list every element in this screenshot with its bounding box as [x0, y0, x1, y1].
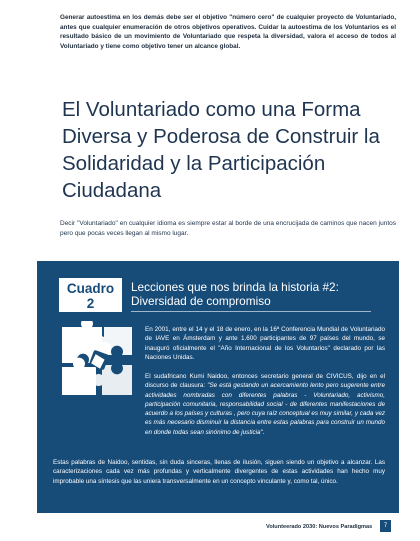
box-paragraph-2 [145, 372, 385, 437]
box-paragraph-1: En 2001, entre el 14 y el 18 de enero, en la 16ª Conferencia Mundial de Voluntariado de IAVE en Ámsterdam y ante 1.600 participantes de 97 países del mundo, se inauguró oficialmente el "Año Internacional de los Voluntarios" declarado por las Naciones Unidas. [145, 326, 385, 361]
lead-paragraph: Decir "Voluntariado" en cualquier idioma es siempre estar al borde de una encrucijada de caminos que nacen juntos pero que pocas veces llegan al mismo lugar. [60, 220, 396, 237]
box-title-line1: Lecciones que nos brinda la historia #2: [131, 280, 339, 294]
intro-paragraph: Generar autoestima en los demás debe ser el objetivo "número cero" de cualquier proyecto de Voluntariado, antes que cualquier enumeración de otros objetivos operativos. Cuidar la autoestima de los Voluntarios es el resultado básico de un movimiento de Voluntariado que respeta la diversidad, valora el acceso de todos al Voluntariado y tiene como objetivo tener un alcance global. [60, 14, 396, 50]
footer-text: Volunteerado 2030: Nuevos Paradigmas [266, 524, 373, 530]
p2-quote: "Se está gestando un acercamiento lento pero sugerente entre actividades nombradas con diferentes palabras - Voluntariado, activismo, participación comunitaria, responsabilidad social - de diferentes manifestaciones de acuerdo a los países y culturas , pero cuya raíz conceptual es muy similar, y cada vez es más necesario disminuir la distancia entre estas palabras para construir un mundo en donde todas sean sinónimo de justicia". [145, 382, 385, 436]
section-title: El Voluntariado como una Forma Diversa y Poderosa de Construir la Solidaridad y la Participación Ciudadana [62, 98, 380, 202]
box-paragraph-3: Estas palabras de Naidoo, sentidas, sin duda sinceras, llenas de ilusión, siguen siendo un objetivo a alcanzar. Las caracterizaciones cada vez más profundas y verticalmente divergentes de estas actividades han hecho muy improbable una síntesis que las uniera transversalmente en un concepto vinculante y, como tal, único. [53, 459, 385, 485]
badge-word: Cuadro [66, 281, 115, 296]
box-title [131, 281, 371, 308]
box-title-line2: Diversidad de compromiso [131, 293, 271, 308]
title-divider [131, 311, 371, 312]
sidebar-box [37, 261, 399, 513]
box-badge [59, 278, 122, 312]
badge-number: 2 [86, 296, 95, 311]
p2-intro: El sudafricano Kumi Naidoo, entonces secretario general de CIVICUS, dijo en el discurso de clausura: [145, 373, 385, 390]
puzzle-icon [58, 321, 138, 401]
page-number: 7 [380, 520, 391, 532]
